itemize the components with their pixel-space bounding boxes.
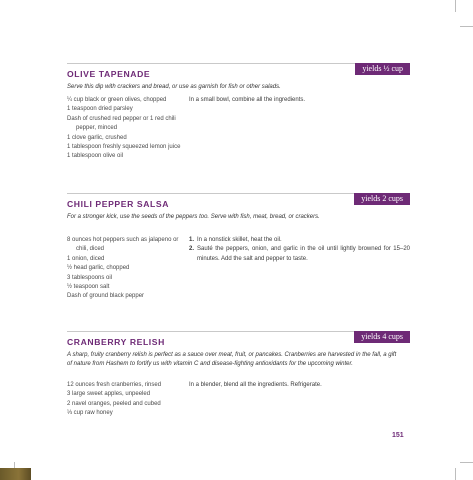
ingredient-item: 1 clove garlic, crushed bbox=[67, 134, 127, 141]
step-number: 1. bbox=[189, 237, 195, 243]
ingredient-list bbox=[67, 236, 185, 302]
step-text: Sauté the peppers, onion, and garlic in the oil until lightly browned for 15–20 minutes. Add the salt and pepper to taste. bbox=[197, 246, 410, 262]
recipe-title: OLIVE TAPENADE bbox=[67, 69, 151, 79]
recipe-cranberry-relish bbox=[67, 331, 410, 431]
method-text: In a blender, blend all the ingredients. Refrigerate. bbox=[189, 382, 322, 388]
ingredient-item: ½ head garlic, chopped bbox=[67, 265, 130, 272]
ingredient-item: 1 tablespoon olive oil bbox=[67, 153, 124, 160]
method-step bbox=[189, 245, 410, 264]
yields-badge: yields ½ cup bbox=[355, 63, 410, 75]
step-text: In a nonstick skillet, heat the oil. bbox=[197, 237, 282, 243]
photo-thumbnail bbox=[0, 468, 31, 480]
method-text: In a small bowl, combine all the ingredients. bbox=[189, 97, 306, 103]
step-number: 2. bbox=[189, 246, 195, 253]
recipe-chili-pepper-salsa bbox=[67, 193, 410, 313]
ingredient-list bbox=[67, 96, 185, 162]
ingredient-item: ½ teaspoon salt bbox=[67, 284, 110, 291]
recipe-intro: Serve this dip with crackers and bread, or use as garnish for fish or other salads. bbox=[67, 84, 281, 90]
ingredient-item: ⅓ cup raw honey bbox=[67, 410, 113, 417]
ingredient-item: 1 tablespoon freshly squeezed lemon juice bbox=[67, 144, 181, 151]
yields-badge: yields 2 cups bbox=[354, 193, 410, 205]
ingredient-item: Dash of crushed red pepper or 1 red chili pepper, minced bbox=[67, 115, 176, 132]
ingredient-item: Dash of ground black pepper bbox=[67, 293, 145, 300]
recipe-title: CHILI PEPPER SALSA bbox=[67, 199, 170, 209]
recipe-intro: For a stronger kick, use the seeds of the peppers too. Serve with fish, meat, bread, or crackers. bbox=[67, 214, 320, 220]
crop-mark bbox=[460, 26, 473, 27]
recipe-intro: A sharp, fruity cranberry relish is perfect as a sauce over meat, fruit, or pancakes. Cranberries are harvested in the fall, a gift of nature from Hashem to fortify us with vitamin C and disease-fighting antioxidants for the upcoming winter. bbox=[67, 352, 397, 367]
crop-mark bbox=[455, 0, 456, 12]
ingredient-item: 3 tablespoons oil bbox=[67, 274, 113, 281]
ingredient-list bbox=[67, 381, 185, 419]
ingredient-item: 2 navel oranges, peeled and cubed bbox=[67, 400, 161, 407]
recipe-title: CRANBERRY RELISH bbox=[67, 337, 165, 347]
ingredient-item: 8 ounces hot peppers such as jalapeno or chili, diced bbox=[67, 237, 179, 253]
ingredient-item: 3 large sweet apples, unpeeled bbox=[67, 391, 151, 398]
recipe-olive-tapenade bbox=[67, 63, 410, 183]
page-number: 151 bbox=[392, 432, 404, 439]
method-step bbox=[189, 236, 410, 245]
ingredient-item: 12 ounces fresh cranberries, rinsed bbox=[67, 382, 162, 388]
ingredient-item: 1 teaspoon dried parsley bbox=[67, 106, 133, 113]
crop-mark bbox=[455, 468, 456, 480]
method-steps bbox=[189, 236, 410, 264]
crop-mark bbox=[460, 462, 473, 463]
yields-badge: yields 4 cups bbox=[354, 331, 410, 343]
ingredient-item: 1 onion, diced bbox=[67, 255, 105, 262]
ingredient-item: ¼ cup black or green olives, chopped bbox=[67, 97, 167, 103]
